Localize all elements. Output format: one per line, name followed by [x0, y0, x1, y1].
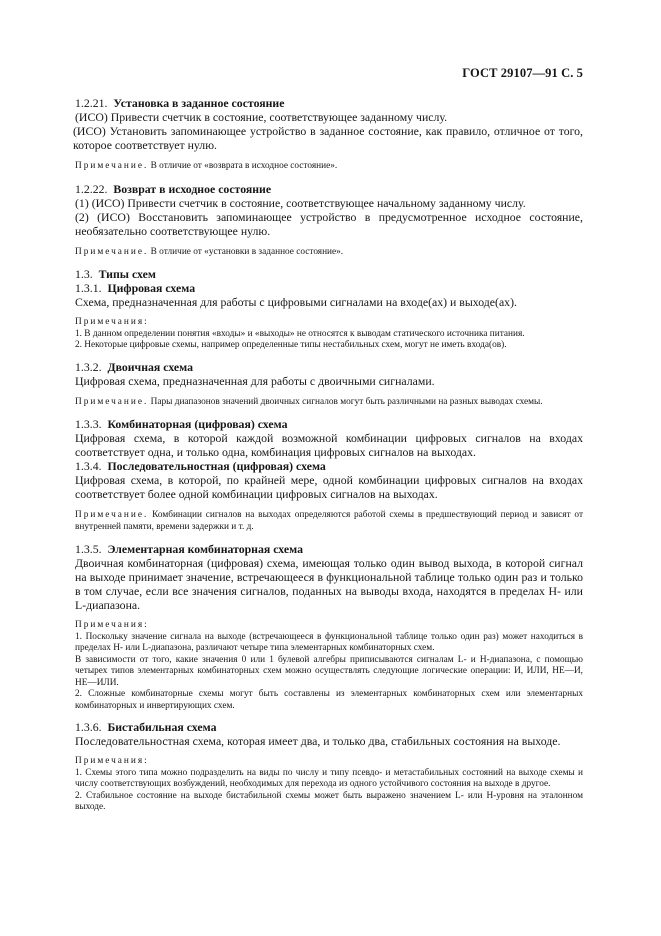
definition-text: Схема, предназначенная для работы с цифровыми сигналами на входе(ах) и выходе(ах).: [75, 295, 517, 309]
section-number: 1.2.21.: [75, 96, 108, 110]
section-heading: [75, 267, 583, 281]
note-text: В отличие от «возврата в исходное состояние».: [150, 161, 338, 171]
section-heading: [75, 182, 583, 196]
notes-label: Примечания:: [75, 317, 149, 327]
definition-text: Цифровая схема, предназначенная для работы с двоичными сигналами.: [75, 373, 435, 388]
note-item: 1. Схемы этого типа можно подразделить на виды по числу и типу псевдо- и метастабильных состояний на выходе схемы и числу соответствующих возбуждений, необходимых для перехода из одного устойчивого состояния на выходе в другое.: [75, 767, 583, 789]
section-heading: [75, 96, 583, 110]
note-item: 1. В данном определении понятия «входы» и «выходы» не относятся к выводам статического источника питания.: [75, 328, 525, 339]
note: [75, 510, 583, 533]
note-item: 2. Некоторые цифровые схемы, например определенные типы нестабильных схем, могут не иметь входа(ов).: [75, 340, 507, 350]
section-heading: [75, 281, 583, 295]
note-label: Примечание.: [75, 246, 149, 257]
section-number: 1.3.2.: [75, 359, 102, 374]
note-item: 2. Сложные комбинаторные схемы могут быть составлены из элементарных комбинаторных схем или элементарных комбинаторных и инвертирующих схем.: [75, 689, 583, 711]
notes-label: Примечания:: [75, 620, 149, 630]
note-label: Примечание.: [75, 161, 149, 171]
section-heading: [75, 542, 583, 556]
section-title: Цифровая схема: [107, 281, 196, 295]
note-item: В зависимости от того, какие значения 0 или 1 булевой алгебры приписываются сигналам L- и Н-диапазона, с помощью четырех типов элементарных комбинаторных схем можно осуществлять следующие логические операции: И, ИЛИ, НЕ—И, НЕ—ИЛИ.: [75, 654, 583, 688]
note-item: 1. Поскольку значение сигнала на выходе (встречающееся в функциональной таблице только один раз) может находиться в пределах Н- или L-диапазона, различают четыре типа элементарных комбинаторных схем.: [75, 631, 583, 653]
section-number: 1.3.: [75, 267, 93, 281]
section-number: 1.3.5.: [75, 542, 102, 556]
note-label: Примечание.: [75, 510, 149, 520]
section-heading: [75, 459, 583, 473]
section-title: Типы схем: [98, 267, 156, 281]
section-title: Комбинаторная (цифровая) схема: [107, 417, 288, 431]
section-number: 1.3.4.: [75, 459, 102, 473]
definition-line: (1) (ИСО) Привести счетчик в состояние, соответствующее начальному заданному числу.: [75, 195, 526, 210]
note: [75, 397, 583, 409]
note: [75, 247, 583, 259]
section-heading: [75, 417, 583, 431]
note-text: В отличие от «установки в заданное состояние».: [150, 246, 344, 257]
definition-line: (ИСО) Привести счетчик в состояние, соответствующее заданному числу.: [75, 110, 448, 124]
section-heading: [75, 360, 583, 374]
section-number: 1.2.22.: [75, 181, 108, 196]
section-number: 1.3.6.: [75, 720, 102, 734]
note-text: Пары диапазонов значений двоичных сигналов могут быть различными на разных выводах схемы.: [150, 396, 543, 407]
note-item: 2. Стабильное состояние на выходе бистабильной схемы может быть выражено значением L- или Н-уровня на эталонном выходе.: [75, 790, 583, 812]
document-body: [75, 96, 583, 814]
definition-text: Последовательностная схема, которая имеет два, и только два, стабильных состояния на выходе.: [75, 734, 561, 748]
section-title: Элементарная комбинаторная схема: [107, 542, 303, 556]
note-label: Примечание.: [75, 396, 149, 407]
notes-label: Примечания:: [75, 756, 149, 766]
definition-line: (2) (ИСО) Восстановить запоминающее устройство в предусмотренное исходное состояние, необязательно соответствующее нулю.: [75, 209, 583, 238]
section-title: Возврат в исходное состояние: [113, 181, 272, 196]
section-number: 1.3.3.: [75, 417, 102, 431]
section-number: 1.3.1.: [75, 281, 102, 295]
definition-text: Двоичная комбинаторная (цифровая) схема, имеющая только один вывод выхода, в которой сигнал на выходе принимает значение, встречающееся в функциональной таблице только один раз и только в том случае, если все значения сигналов, поданных на выводы входа, находятся в пределах Н- или L-диапазона.: [75, 556, 583, 612]
note: [75, 161, 583, 173]
section-title: Бистабильная схема: [107, 720, 217, 734]
definition-text: Цифровая схема, в которой каждой возможной комбинации цифровых сигналов на входах соответствует одна, и только одна, комбинация цифровых сигналов на выходах.: [75, 431, 583, 459]
section-heading: [75, 720, 583, 734]
section-title: Двоичная схема: [107, 359, 194, 374]
definition-text: Цифровая схема, в которой, по крайней мере, одной комбинации цифровых сигналов на входах соответствует более одной комбинации цифровых сигналов на выходах.: [75, 473, 583, 501]
section-title: Последовательностная (цифровая) схема: [107, 459, 326, 473]
note-text: Комбинации сигналов на выходах определяются работой схемы в предшествующий период и зависят от внутренней памяти, времени задержки и т. д.: [75, 510, 584, 532]
page-header: ГОСТ 29107—91 С. 5: [462, 66, 583, 80]
definition-line: (ИСО) Установить запоминающее устройство в заданное состояние, как правило, отличное от того, которое соответствует нулю.: [73, 124, 583, 152]
section-title: Установка в заданное состояние: [113, 96, 285, 110]
